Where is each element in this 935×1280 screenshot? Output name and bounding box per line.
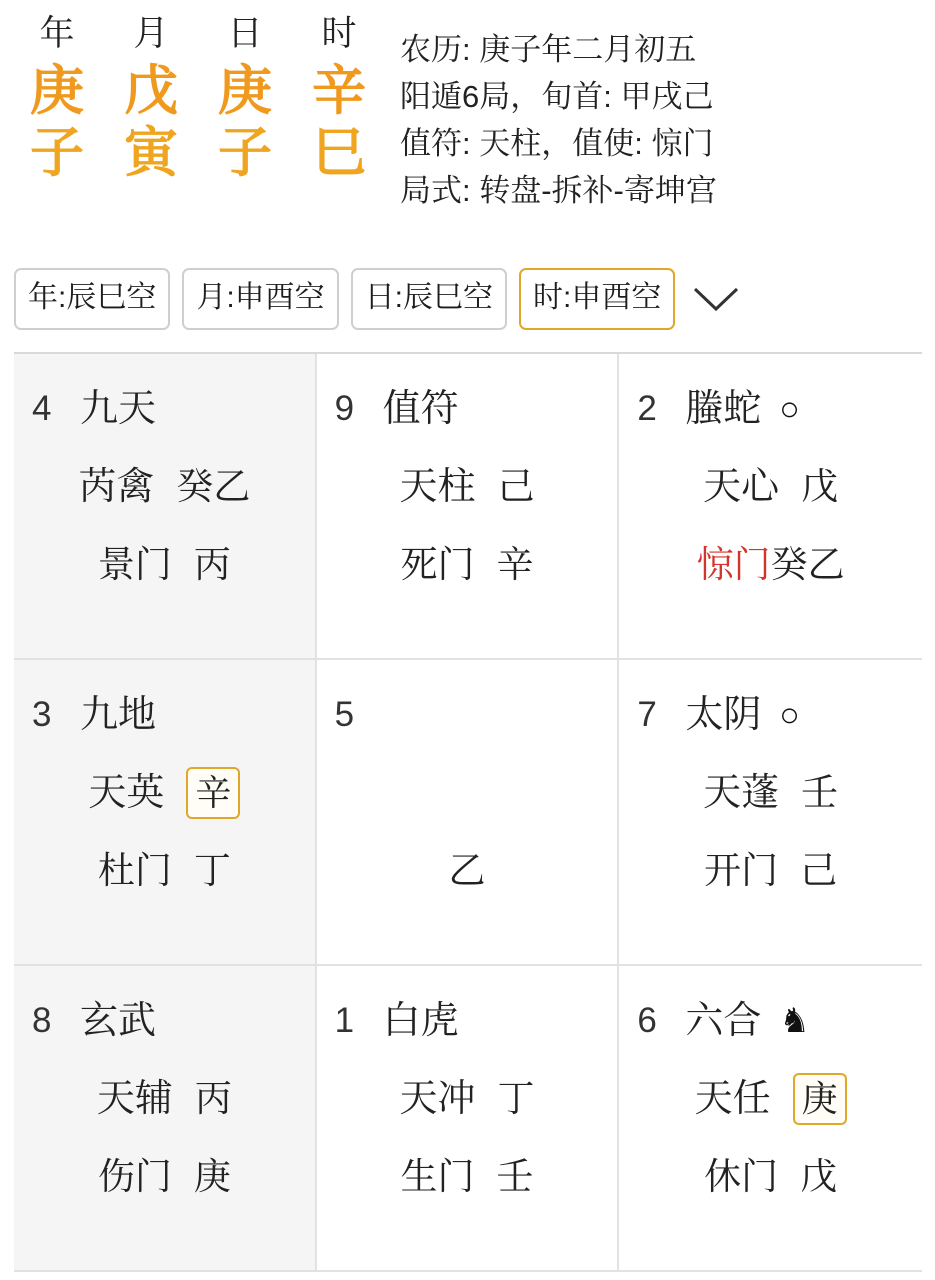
palace-cell-5[interactable] [317,660,620,966]
palace-spirit: 九天 [80,388,157,430]
palace-number: 7 [637,695,657,734]
palace-cell-3[interactable] [14,660,317,966]
header-section [0,0,935,255]
palace-door-stem: 乙 [448,850,486,891]
palace-header [637,370,904,448]
pillar-gan-day: 庚 [218,61,272,121]
palace-star: 芮禽 [78,466,155,508]
palace-header [335,676,600,754]
palace-header [637,982,904,1060]
palace-number: 2 [637,389,657,428]
info-chart-style: 局式: 转盘-拆补-寄坤宫 [400,173,717,208]
palace-door: 开门 [704,850,779,891]
palace-door-row [32,526,297,604]
palace-door-row [335,526,600,604]
palace-spirit: 六合 [685,1000,762,1042]
palace-cell-9[interactable] [317,354,620,660]
palace-cell-4[interactable] [14,354,317,660]
horse-marker-icon: ♞ [779,1002,810,1040]
pillar-zhi-day: 子 [218,123,272,183]
palace-door-stem: 辛 [496,544,534,585]
pillar-gan-year: 庚 [30,61,84,121]
palace-star-stem-highlighted: 辛 [186,767,240,819]
pillar-header-hour: 时 [321,14,357,53]
palace-star: 天辅 [96,1078,173,1120]
info-zhifu-zhishi: 值符: 天柱，值使: 惊门 [400,126,714,161]
palace-star-row [335,448,600,526]
palace-number: 5 [334,695,355,734]
palace-spirit: 玄武 [80,1000,157,1042]
palace-number: 9 [334,389,355,428]
chart-info [388,8,925,255]
palace-header [32,676,297,754]
palace-star-row [32,448,297,526]
palace-star-row [637,1060,904,1138]
pillar-heavenly-stems [10,60,388,122]
palace-cell-7[interactable] [619,660,922,966]
palace-door-stem: 癸乙 [770,544,845,585]
palace-star: 天任 [694,1078,771,1120]
palace-door: 杜门 [97,850,172,891]
palace-door-row [32,1138,297,1216]
palace-star-stem: 壬 [801,772,839,813]
pillar-zhi-year: 子 [30,123,84,183]
palace-star-stem: 己 [497,466,535,507]
palace-door-row [335,1138,600,1216]
palace-number: 6 [637,1001,657,1040]
palace-star: 天冲 [399,1078,476,1120]
palace-header [335,370,600,448]
void-tag-day[interactable]: 日:辰巳空 [351,268,507,330]
palace-door: 景门 [97,544,172,585]
palace-door-row [32,832,297,910]
palace-star: 天蓬 [703,772,780,814]
palace-header [637,676,904,754]
palace-door-row [637,1138,904,1216]
palace-spirit: 白虎 [382,1000,459,1042]
palace-star: 天心 [703,466,780,508]
palace-star-row [637,754,904,832]
palace-number: 4 [32,389,52,428]
palace-cell-8[interactable] [14,966,317,1272]
palace-star-row [335,1060,600,1138]
void-tag-hour[interactable]: 时:申酉空 [519,268,675,330]
palace-star-stem: 丙 [194,1078,232,1119]
palace-door: 死门 [400,544,475,585]
palace-door: 生门 [400,1156,475,1197]
palace-door-stem: 己 [800,850,838,891]
palace-spirit: 九地 [80,694,157,736]
palace-number: 8 [32,1001,52,1040]
pillar-zhi-hour: 巳 [312,123,366,183]
palace-door-stem: 丁 [193,850,231,891]
palace-star-row [32,754,297,832]
palace-spirit: 值符 [382,388,459,430]
palace-star-stem: 戊 [801,466,839,507]
palace-cell-1[interactable] [317,966,620,1272]
palace-header [335,982,600,1060]
palace-star: 天柱 [399,466,476,508]
palace-star-row [637,448,904,526]
palace-cell-6[interactable] [619,966,922,1272]
pillar-header-day: 日 [227,14,263,53]
palace-door: 休门 [704,1156,779,1197]
circle-marker-icon: ○ [779,390,800,428]
palace-star-stem: 丁 [497,1078,535,1119]
palace-door: 伤门 [97,1156,172,1197]
palace-star-stem-highlighted: 庚 [793,1073,847,1125]
pillar-header-month: 月 [133,14,169,53]
pillar-header-year: 年 [39,14,75,53]
palace-door-stem: 壬 [496,1156,534,1197]
palace-door-stem: 戊 [800,1156,838,1197]
pillar-earthly-branches [10,122,388,184]
pillar-headers [10,8,388,60]
palace-door-stem: 庚 [193,1156,231,1197]
palace-spirit: 太阴 [685,694,762,736]
pillar-zhi-month: 寅 [124,123,178,183]
pillar-gan-hour: 辛 [312,61,366,121]
palace-cell-2[interactable] [619,354,922,660]
palace-header [32,370,297,448]
palace-spirit: 螣蛇 [685,388,762,430]
chevron-down-icon[interactable] [689,272,743,326]
info-lunar-date: 农历: 庚子年二月初五 [400,32,697,67]
palace-star-stem: 癸乙 [176,466,251,507]
palace-door: 惊门 [696,544,771,585]
palace-number: 1 [334,1001,355,1040]
palace-door-row [637,832,904,910]
nine-palace-grid [14,352,922,1272]
palace-number: 3 [32,695,52,734]
palace-door-row [335,832,600,910]
pillar-gan-month: 戊 [124,61,178,121]
void-tag-month[interactable]: 月:申酉空 [182,268,338,330]
four-pillars [10,8,388,255]
palace-header [32,982,297,1060]
palace-star-row [32,1060,297,1138]
info-ju-number: 阳遁6局，旬首: 甲戌己 [400,79,714,114]
palace-door-row [637,526,904,604]
palace-door-stem: 丙 [193,544,231,585]
void-tag-year[interactable]: 年:辰巳空 [14,268,170,330]
void-tags-row [0,255,935,341]
palace-star-row-empty [335,754,600,832]
circle-marker-icon: ○ [779,696,800,734]
palace-star: 天英 [88,772,165,814]
